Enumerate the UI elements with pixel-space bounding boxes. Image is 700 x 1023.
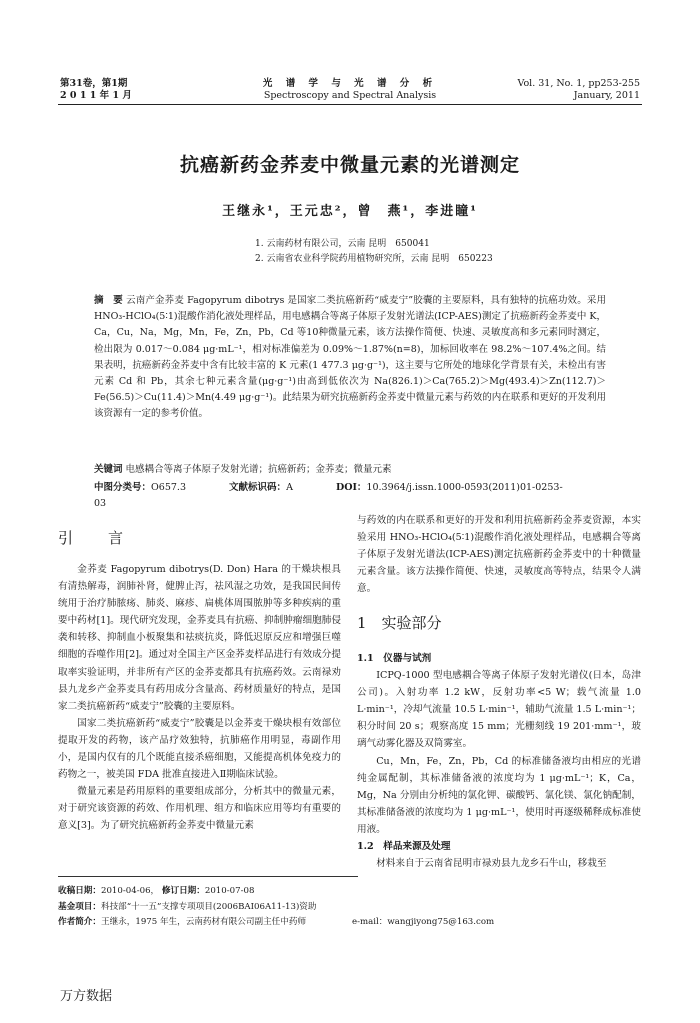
- intro-paragraph-cont: 与药效的内在联系和更好的开发和利用抗癌新药金荞麦资源，本实验采用 HNO₃-HClO₄(5∶1)混酸作消化液处理样品，电感耦合等离子体原子发射光谱法(ICP-AES)测定抗癌新药金荞麦中的十种微量元素含量。该方法操作简便、快速，灵敏度高等特点，结果令人满意。: [357, 515, 641, 595]
- intro-paragraph: 微量元素是药用原料的重要组成部分，分析其中的微量元素，对于研究该资源的药效、作用机理、组方和临床应用等均有重要的意义[3]。为了研究抗癌新药金荞麦中微量元素: [58, 786, 341, 832]
- affiliation-1: 1. 云南药材有限公司，云南 昆明 650041: [255, 239, 430, 249]
- intro-continuation: [357, 512, 641, 597]
- intro-paragraph: 金荞麦 Fagopyrum dibotrys(D. Don) Hara 的干燥块根具有清热解毒，润肺补肾，健脾止泻，祛风湿之功效，是我国民间传统用于治疗肺脓疡、肺炎、麻疹、扁桃体周围脓肿等多种疾病的重要中药材[1]。现代研究发现，金荞麦具有抗癌、抑制肿瘤细胞肺侵袭和转移、抑制血小板聚集和祛痰抗炎，降低迟原反应和增强巨噬细胞的吞噬作用[2]。通过对全国主产区金荞麦样品进行有效成分提取率实验证明，并非所有产区的金荞麦都具有抗癌药效。云南禄劝县九龙乡产金荞麦具有药用成分含量高、药材质量好的特点，是国家二类抗癌新药“威麦宁”胶囊的主要原料。: [58, 564, 341, 712]
- watermark-text: 万方数据: [60, 989, 113, 1004]
- clc-code: 中图分类号：O657.3: [94, 482, 187, 493]
- document-code: 文献标识码：A: [229, 482, 293, 493]
- section-heading-experiment: 1 实验部分: [357, 614, 442, 632]
- affiliations: [255, 237, 493, 267]
- abstract-text: 云南产金荞麦 Fagopyrum dibotrys 是国家二类抗癌新药“威麦宁”胶囊的主要原料，具有独特的抗癌功效。采用 HNO₃-HClO₄(5∶1)混酸作消化液处理样品，用电感耦合等离子体原子发射光谱法(ICP-AES)测定了抗癌新药金荞麦中 K，Ca，Cu，Na，Mg，Mn，Fe，Zn，Pb，Cd 等10种微量元素，该方法操作简便、快速、灵敏度高和多元素同时测定，检出限为 0.017～0.084 μg·mL⁻¹，相对标准偏差为 0.09%～1.87%(n=8)，加标回收率在 98.2%～107.4%之间。结果表明，抗癌新药金荞麦中含有比较丰富的 K 元素(1 477.3 μg·g⁻¹)，这主要与它所处的地球化学背景有关，未检出有害元素 Cd 和 Pb，其余七种元素含量(μg·g⁻¹)由高到低依次为 Na(826.1)＞Ca(765.2)＞Mg(493.4)＞Zn(112.7)＞Fe(56.5)＞Cu(11.4)＞Mn(4.49 μg·g⁻¹)。此结果为研究抗癌新药金荞麦中微量元素与药效的内在联系和更好的开发利用该资源有一定的参考价值。: [94, 295, 607, 420]
- author-list: 王继永¹，王元忠²，曾 燕¹，李进瞳¹: [222, 204, 478, 219]
- abstract: [94, 293, 606, 423]
- journal-name: [230, 78, 470, 102]
- affiliation-2: 2. 云南省农业科学院药用植物研究所，云南 昆明 650223: [255, 254, 493, 264]
- experiment-paragraph: ICPQ-1000 型电感耦合等离子体原子发射光谱仪(日本，岛津公司)。入射功率 1.2 kW，反射功率<5 W；载气流量 1.0 L·min⁻¹，冷却气流量 10.5 L·min⁻¹，辅助气流量 1.5 L·min⁻¹；积分时间 20 s；观察高度 15 mm；光栅刻线 19 201·mm⁻¹，玻璃气动雾化器及双筒雾室。: [357, 670, 641, 750]
- citation-pages: Vol. 31, No. 1, pp253-255: [517, 78, 640, 89]
- journal-name-en: Spectroscopy and Spectral Analysis: [263, 90, 437, 101]
- intro-body: [58, 561, 341, 835]
- footnote-divider: [58, 876, 358, 877]
- keywords-text: 电感耦合等离子体原子发射光谱；抗癌新药；金荞麦；微量元素: [125, 464, 392, 475]
- footnote-author: 作者简介：王继永，1975 年生，云南药材有限公司副主任中药师: [58, 917, 307, 927]
- journal-name-cn: 光 谱 学 与 光 谱 分 析: [262, 78, 438, 89]
- paper-title: 抗癌新药金荞麦中微量元素的光谱测定: [179, 154, 520, 176]
- footnotes: [58, 884, 317, 931]
- publication-date: 2 0 1 1 年 1 月: [60, 90, 132, 101]
- footnote-funding: 基金项目：科技部“十一五”支撑专项项目(2006BAI06A11-13)资助: [58, 901, 317, 912]
- subsection-heading-instruments: 1.1 仪器与试剂: [357, 653, 432, 664]
- journal-citation: [517, 78, 640, 102]
- classification-line: [94, 480, 614, 512]
- citation-date: January, 2011: [573, 90, 640, 101]
- keywords-label: 关键词: [94, 464, 123, 475]
- intro-paragraph: 国家二类抗癌新药“威麦宁”胶囊是以金荞麦干燥块根有效部位提取开发的药物，该产品疗效独特，抗肺癌作用明显，毒副作用小，是国内仅有的几个既能直接杀癌细胞，又能提高机体免疫力的药物之一，被美国 FDA 批准直接进入Ⅱ期临床试验。: [58, 717, 341, 781]
- experiment-paragraph: 材料来自于云南省昆明市禄劝县九龙乡石牛山，移栽至: [376, 858, 607, 870]
- section-heading-intro: 引 言: [58, 529, 134, 547]
- volume-issue: 第31卷，第1期: [60, 78, 128, 89]
- abstract-label: 摘 要: [94, 295, 123, 306]
- footnote-dates: 收稿日期：2010-04-06， 修订日期：2010-07-08: [58, 886, 255, 896]
- keywords: [94, 462, 606, 478]
- author-email[interactable]: e-mail：wangjiyong75@163.com: [352, 917, 495, 927]
- experiment-body: [357, 650, 641, 872]
- doi[interactable]: DOI：10.3964/j.issn.1000-0593(2011)01-0253-03: [94, 482, 563, 509]
- journal-volume-info: [60, 78, 132, 102]
- subsection-heading-samples: 1.2 样品来源及处理: [357, 841, 451, 853]
- header-divider: [58, 104, 642, 105]
- experiment-paragraph: Cu，Mn，Fe，Zn，Pb，Cd 的标准储备液均由相应的光谱纯金属配制，其标准储备液的浓度均为 1 μg·mL⁻¹；K，Ca，Mg，Na 分别由分析纯的氯化钾、碳酸钙、氯化镁、氯化钠配制，其标准储备液的浓度均为 1 μg·mL⁻¹，使用时再逐级稀释成标准使用液。: [357, 755, 641, 835]
